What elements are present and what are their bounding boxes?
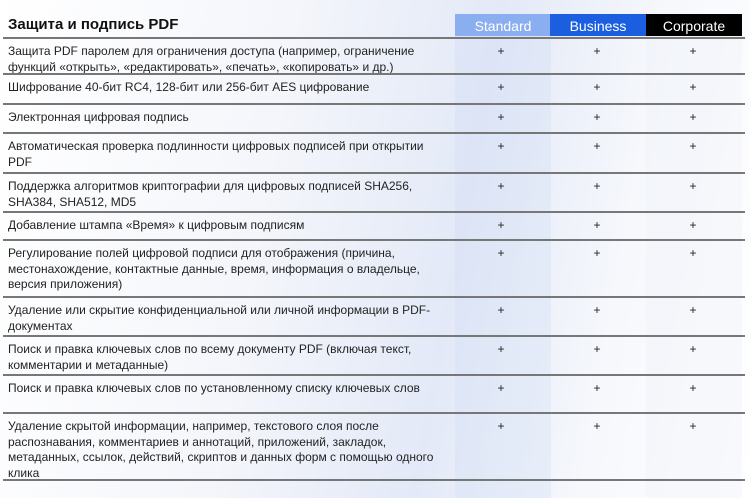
feature-label: Электронная цифровая подпись [8, 110, 189, 124]
feature-mark-business: + [593, 139, 601, 153]
feature-mark-standard: + [497, 110, 505, 124]
feature-mark-corporate: + [689, 246, 697, 260]
feature-mark-business: + [593, 44, 601, 58]
feature-mark-standard: + [497, 139, 505, 153]
feature-table [3, 37, 745, 481]
feature-mark-business: + [593, 342, 601, 356]
plan-business: Business [550, 14, 646, 36]
plan-corporate: Corporate [646, 14, 742, 36]
feature-label: Удаление скрытой информации, например, текстового слоя после распознавания, комментариев и аннотаций, приложений, закладок, метаданных, ссылок, действий, скриптов и данных форм с помощью одного клика [8, 419, 434, 480]
feature-label: Добавление штампа «Время» к цифровым подписям [8, 218, 305, 232]
feature-mark-business: + [593, 218, 601, 232]
feature-mark-corporate: + [689, 139, 697, 153]
feature-mark-business: + [593, 246, 601, 260]
feature-label: Автоматическая проверка подлинности цифровых подписей при открытии PDF [8, 139, 424, 169]
feature-row [3, 374, 745, 412]
feature-mark-standard: + [497, 303, 505, 317]
feature-mark-standard: + [497, 218, 505, 232]
feature-mark-business: + [593, 303, 601, 317]
feature-row [3, 296, 745, 335]
feature-mark-standard: + [497, 179, 505, 193]
feature-label: Шифрование 40-бит RC4, 128-бит или 256-бит AES цифрование [8, 80, 370, 94]
feature-mark-standard: + [497, 80, 505, 94]
feature-mark-business: + [593, 381, 601, 395]
feature-label: Защита PDF паролем для ограничения доступа (например, ограничение функций «открыть», «редактировать», «печать», «копировать» и др.) [8, 44, 415, 74]
feature-mark-standard: + [497, 246, 505, 260]
feature-label: Удаление или скрытие конфиденциальной или личной информации в PDF-документах [8, 303, 431, 333]
feature-row [3, 37, 745, 73]
feature-mark-standard: + [497, 342, 505, 356]
feature-row [3, 239, 745, 296]
feature-row [3, 103, 745, 132]
feature-row [3, 132, 745, 172]
feature-label: Поддержка алгоритмов криптографии для цифровых подписей SHA256, SHA384, SHA512, MD5 [8, 179, 413, 209]
feature-mark-corporate: + [689, 179, 697, 193]
feature-mark-business: + [593, 419, 601, 433]
feature-mark-business: + [593, 80, 601, 94]
section-title: Защита и подпись PDF [8, 16, 179, 33]
feature-mark-corporate: + [689, 80, 697, 94]
feature-mark-corporate: + [689, 110, 697, 124]
feature-mark-corporate: + [689, 44, 697, 58]
feature-row [3, 335, 745, 374]
feature-mark-corporate: + [689, 303, 697, 317]
feature-mark-business: + [593, 110, 601, 124]
feature-mark-standard: + [497, 419, 505, 433]
feature-row [3, 412, 745, 479]
feature-row [3, 73, 745, 103]
feature-mark-business: + [593, 179, 601, 193]
feature-row [3, 172, 745, 211]
feature-mark-standard: + [497, 381, 505, 395]
feature-label: Поиск и правка ключевых слов по установленному списку ключевых слов [8, 381, 420, 395]
plan-standard: Standard [455, 14, 551, 36]
feature-mark-standard: + [497, 44, 505, 58]
table-header [0, 14, 750, 36]
feature-row [3, 211, 745, 239]
feature-mark-corporate: + [689, 381, 697, 395]
feature-mark-corporate: + [689, 419, 697, 433]
feature-mark-corporate: + [689, 342, 697, 356]
feature-mark-corporate: + [689, 218, 697, 232]
feature-label: Регулирование полей цифровой подписи для отображения (причина, местонахождение, контактные данные, время, информация о владельце, версия приложения) [8, 246, 420, 291]
feature-label: Поиск и правка ключевых слов по всему документу PDF (включая текст, комментарии и метаданные) [8, 342, 412, 372]
